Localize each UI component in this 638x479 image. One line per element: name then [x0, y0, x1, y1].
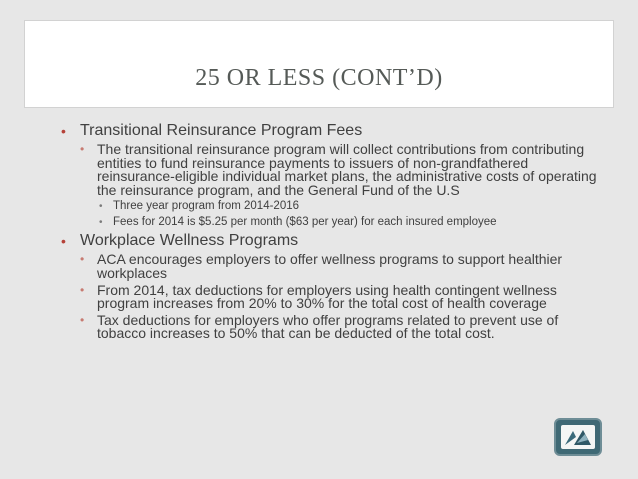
title-box [24, 20, 614, 108]
subpoint-text: Fees for 2014 is $5.25 per month ($63 per year) for each insured employee [113, 215, 497, 228]
point-text: From 2014, tax deductions for employers using health contingent wellness program increases from 20% to 30% for the total cost of health coverage [97, 281, 557, 312]
bullet-icon: • [80, 282, 85, 297]
list-item [80, 253, 601, 280]
list-item [97, 201, 601, 213]
list-item [97, 217, 601, 229]
bullet-icon: • [99, 201, 103, 213]
section-label: Workplace Wellness Programs [80, 232, 299, 250]
bullet-icon: • [99, 216, 103, 228]
point-text: The transitional reinsurance program will collect contributions from contributing entities to fund reinsurance payments to issuers of non-grandfathered reinsurance-eligible individual market plans, the administrative costs of operating the reinsurance program, and the General Fund of the U.S [97, 141, 597, 198]
section-reinsurance [61, 122, 601, 228]
slide-content [61, 122, 601, 345]
list-item [80, 143, 601, 228]
bullet-icon: • [80, 312, 85, 327]
subpoint-text: Three year program from 2014-2016 [113, 200, 300, 213]
section-label: Transitional Reinsurance Program Fees [80, 122, 363, 139]
bullet-icon: • [80, 252, 85, 267]
logo-panel [561, 425, 595, 449]
logo-mark-icon [561, 425, 595, 449]
point-text: ACA encourages employers to offer wellness programs to support healthier workplaces [97, 251, 563, 281]
bullet-list [61, 122, 601, 341]
sub-bullet-list [80, 253, 601, 341]
section-wellness [61, 232, 601, 341]
slide-title: 25 OR LESS (CONT’D) [195, 65, 443, 91]
sub-bullet-list [80, 143, 601, 228]
list-item [80, 281, 601, 312]
bullet-icon: • [61, 123, 66, 139]
bullet-icon: • [61, 233, 66, 250]
bullet-icon: • [80, 142, 85, 156]
point-text: Tax deductions for employers who offer programs related to prevent use of tobacco increases to 50% that can be deducted of the total cost. [97, 311, 559, 342]
list-item [80, 311, 601, 342]
company-logo-icon [554, 418, 602, 456]
sub-sub-bullet-list [97, 201, 601, 228]
